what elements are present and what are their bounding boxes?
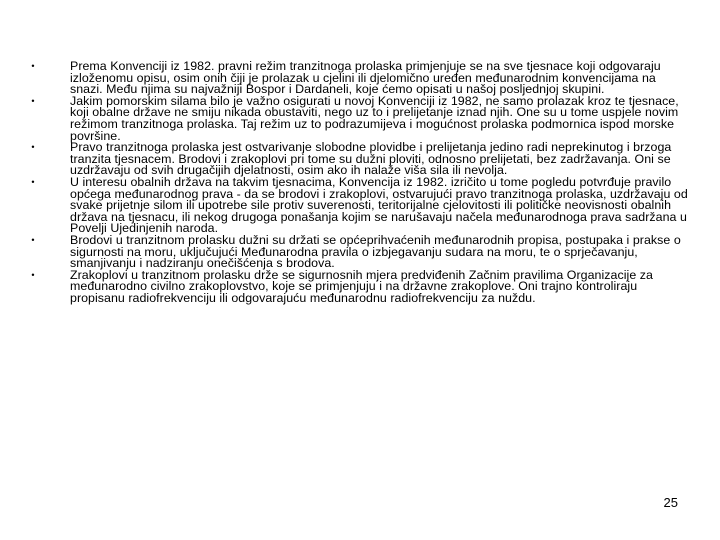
- page-number: 25: [663, 495, 678, 510]
- bullet-text: Zrakoplovi u tranzitnom prolasku drže se sigurnosnih mjera predviđenih Začnim pravilima Organizacije za međunarodno civilno zrakoplovstvo, koje se primjenjuju i na državne zrakoplove. Oni trajno kontroliraju propisanu radiofrekvenciju ili odgovarajuću međunarodnu radiofrekvenciju za nuždu.: [70, 267, 653, 305]
- bullet-list: [28, 61, 688, 304]
- list-item: [28, 93, 688, 143]
- list-item: [28, 142, 688, 177]
- bullet-text: U interesu obalnih država na takvim tjesnacima, Konvencija iz 1982. izričito u tome pogledu potvrđuje pravilo općega međunarodnog prava - da se brodovi i zrakoplovi, ostvarujući pravo tranzitnoga prolaska, uzdržavaju od svake prijetnje silom ili upotrebe sile protiv suverenosti, teritorijalne cjelovitosti ili političke neovisnosti obalnih država na tjesnacu, ili nekog drugoga ponašanja kojim se narušavaju načela međunarodnoga prava sadržana u Povelji Ujedinjenih naroda.: [70, 174, 688, 236]
- list-item: [28, 61, 688, 96]
- bullet-text: Prema Konvenciji iz 1982. pravni režim tranzitnoga prolaska primjenjuje se na sve tjesnace koji odgovaraju izloženomu opisu, osim onih čiji je prolazak u cjelini ili djelomično uređen međunarodnim konvencijama na snazi. Među njima su najvažniji Bospor i Dardaneli, koje ćemo opisati u našoj posljednjoj skupini.: [70, 59, 661, 97]
- bullet-text: Pravo tranzitnoga prolaska jest ostvarivanje slobodne plovidbe i prelijetanja jedino radi neprekinutog i brzoga tranzita tjesnacem. Brodovi i zrakoplovi pri tome su dužni ploviti, odnosno prelijetati, bez zadržavanja. Oni se uzdržavaju od svih drugačijih djelatnosti, osim ako ih nalaže viša sila ili nevolja.: [70, 140, 672, 178]
- bullet-marker: •: [31, 61, 35, 71]
- list-item: [28, 267, 688, 305]
- bullet-text: Brodovi u tranzitnom prolasku dužni su držati se općeprihvaćenih međunarodnih propisa, postupaka i prakse o sigurnosti na moru, uključujući Međunarodna pravila o izbjegavanju sudara na moru, te o sprječavanju, smanjivanju i nadziranju onečišćenja s brodova.: [70, 232, 681, 271]
- bullet-marker: •: [31, 234, 35, 245]
- bullet-text: Jakim pomorskim silama bilo je važno osigurati u novoj Konvenciji iz 1982, ne samo prolazak kroz te tjesnace, koji obalne države ne smiju nikada obustaviti, nego uz to i prelijetanje iznad njih. One su u tome uspjele novim režimom tranzitnoga prolaska. Taj režim uz to podrazumijeva i mogućnost prolaska podmornica ispod morske površine.: [70, 93, 679, 143]
- list-item: [28, 232, 688, 271]
- bullet-marker: •: [31, 176, 35, 187]
- bullet-marker: •: [31, 269, 35, 280]
- bullet-marker: •: [31, 142, 35, 153]
- list-item: [28, 174, 688, 236]
- bullet-marker: •: [31, 95, 35, 106]
